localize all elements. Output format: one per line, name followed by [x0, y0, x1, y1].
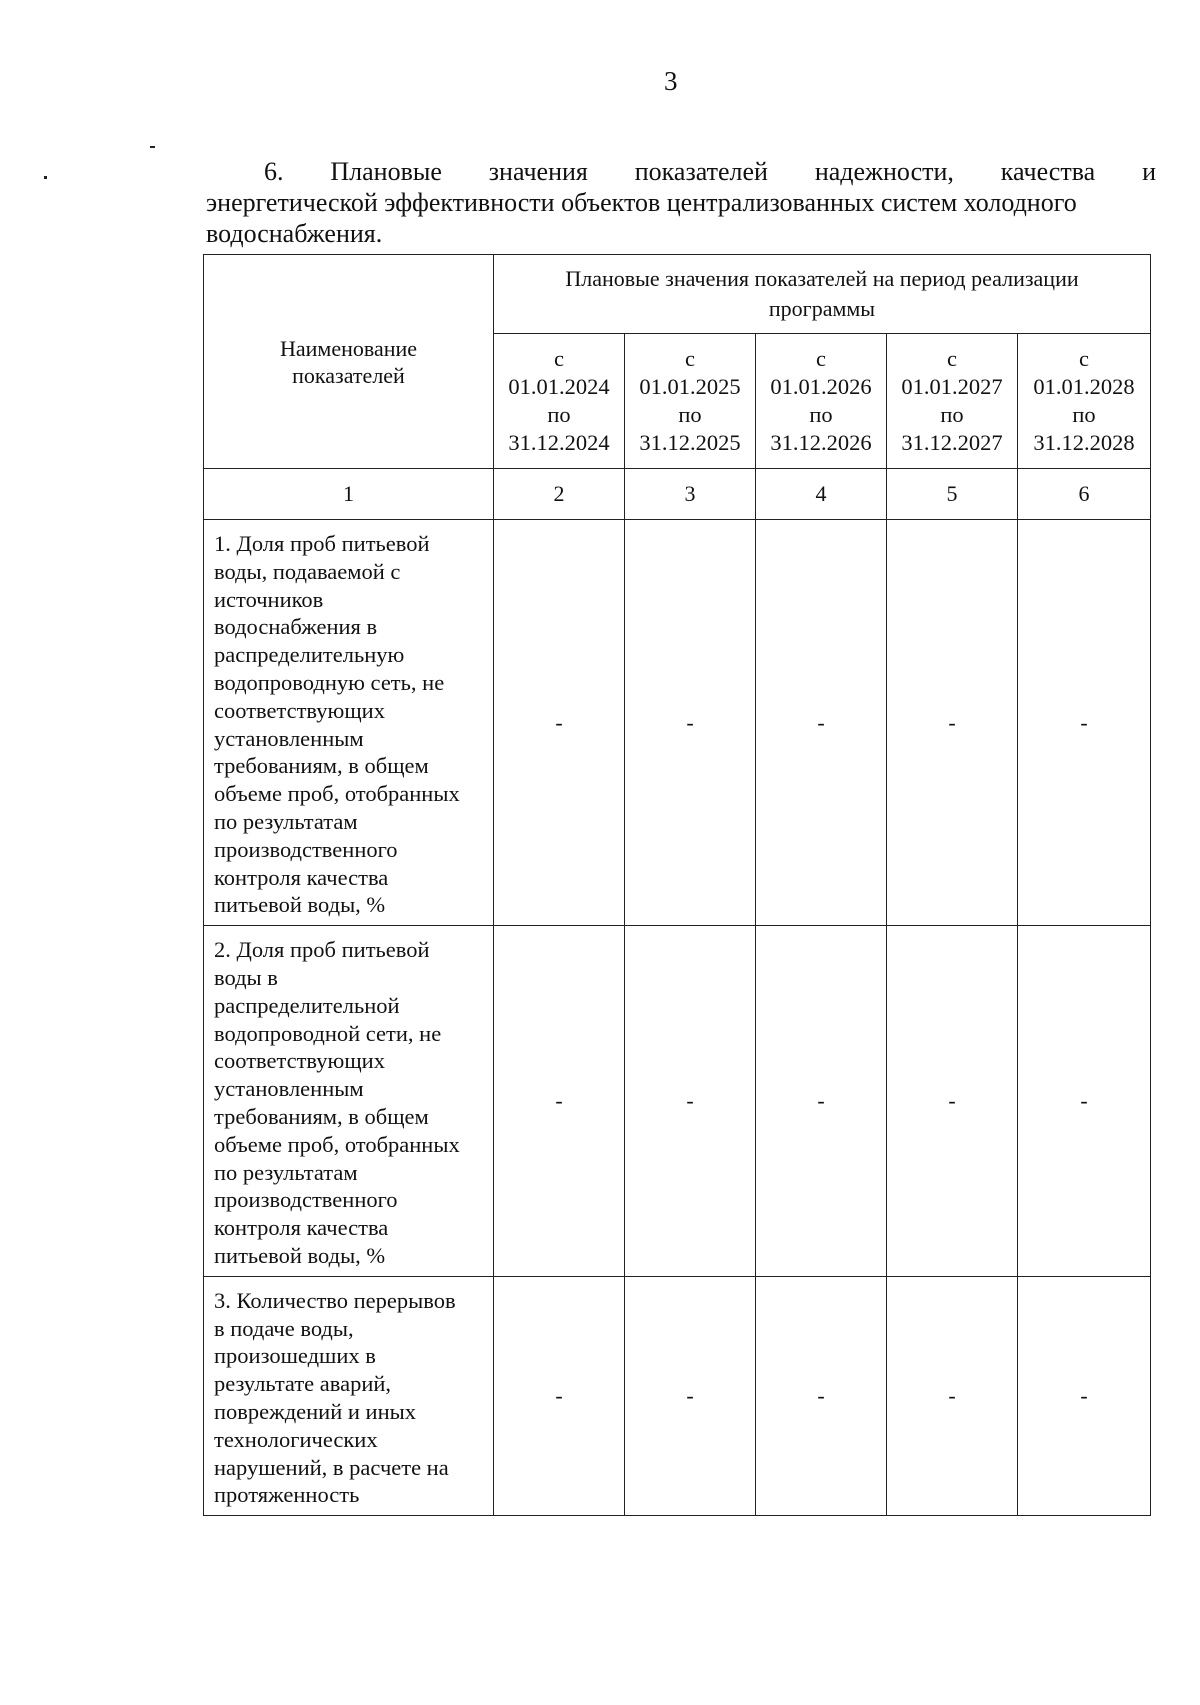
value-cell: -: [1018, 520, 1151, 926]
heading-word: значения: [488, 157, 588, 186]
header-period-2028: с 01.01.2028 по 31.12.2028: [1018, 334, 1151, 469]
header-period-2025: с 01.01.2025 по 31.12.2025: [625, 334, 756, 469]
heading-word: показателей: [634, 157, 768, 186]
table-row: [204, 926, 1151, 1277]
value-cell: -: [887, 926, 1018, 1277]
header-name-line: Наименование: [279, 335, 418, 361]
section-heading-line-1: [206, 156, 1156, 187]
section-heading-line-2: энергетической эффективности объектов централизованных систем холодного: [206, 188, 1077, 217]
indicators-table: [203, 254, 1151, 1516]
heading-word: качества: [1000, 157, 1096, 186]
value-cell: -: [887, 520, 1018, 926]
header-period-line: программы: [768, 296, 876, 321]
indicator-name: 2. Доля проб питьевой воды в распределительной водопроводной сети, не соответствующих установленным требованиям, в общем объеме проб, отобранных по результатам производственного контроля качества питьевой воды, %: [204, 926, 494, 1277]
value-cell: -: [756, 520, 887, 926]
column-number: 6: [1018, 469, 1151, 520]
column-number: 4: [756, 469, 887, 520]
header-name-line: показателей: [292, 362, 405, 388]
section-heading-line-3: водоснабжения.: [206, 219, 383, 248]
heading-word: и: [1142, 157, 1156, 186]
value-cell: -: [494, 1276, 625, 1515]
table-row: [204, 1276, 1151, 1515]
table-row: [204, 520, 1151, 926]
header-period-2024: с 01.01.2024 по 31.12.2024: [494, 334, 625, 469]
value-cell: -: [625, 520, 756, 926]
value-cell: -: [1018, 926, 1151, 1277]
indicator-name: 3. Количество перерывов в подаче воды, произошедших в результате аварий, повреждений и иных технологических нарушений, в расчете на протяженность: [204, 1276, 494, 1515]
column-number: 3: [625, 469, 756, 520]
section-number: 6.: [264, 157, 284, 186]
heading-word: надежности,: [814, 157, 954, 186]
scan-speck: [150, 146, 155, 148]
header-period-group: [494, 255, 1151, 334]
page-number: 3: [664, 66, 678, 96]
indicator-name: 1. Доля проб питьевой воды, подаваемой с источников водоснабжения в распределительную водопроводную сеть, не соответствующих установленным требованиям, в общем объеме проб, отобранных по результатам производственного контроля качества питьевой воды, %: [204, 520, 494, 926]
header-period-2026: с 01.01.2026 по 31.12.2026: [756, 334, 887, 469]
column-number: 1: [204, 469, 494, 520]
value-cell: -: [887, 1276, 1018, 1515]
value-cell: -: [756, 1276, 887, 1515]
value-cell: -: [494, 926, 625, 1277]
value-cell: -: [625, 926, 756, 1277]
column-number: 5: [887, 469, 1018, 520]
column-number: 2: [494, 469, 625, 520]
value-cell: -: [1018, 1276, 1151, 1515]
header-period-2027: с 01.01.2027 по 31.12.2027: [887, 334, 1018, 469]
heading-word: Плановые: [330, 157, 442, 186]
column-number-row: [204, 469, 1151, 520]
section-heading: [206, 156, 1156, 249]
value-cell: -: [494, 520, 625, 926]
header-period-line: Плановые значения показателей на период реализации: [565, 266, 1079, 291]
scan-speck: [44, 176, 47, 179]
header-indicator-name: [204, 255, 494, 469]
value-cell: -: [625, 1276, 756, 1515]
value-cell: -: [756, 926, 887, 1277]
